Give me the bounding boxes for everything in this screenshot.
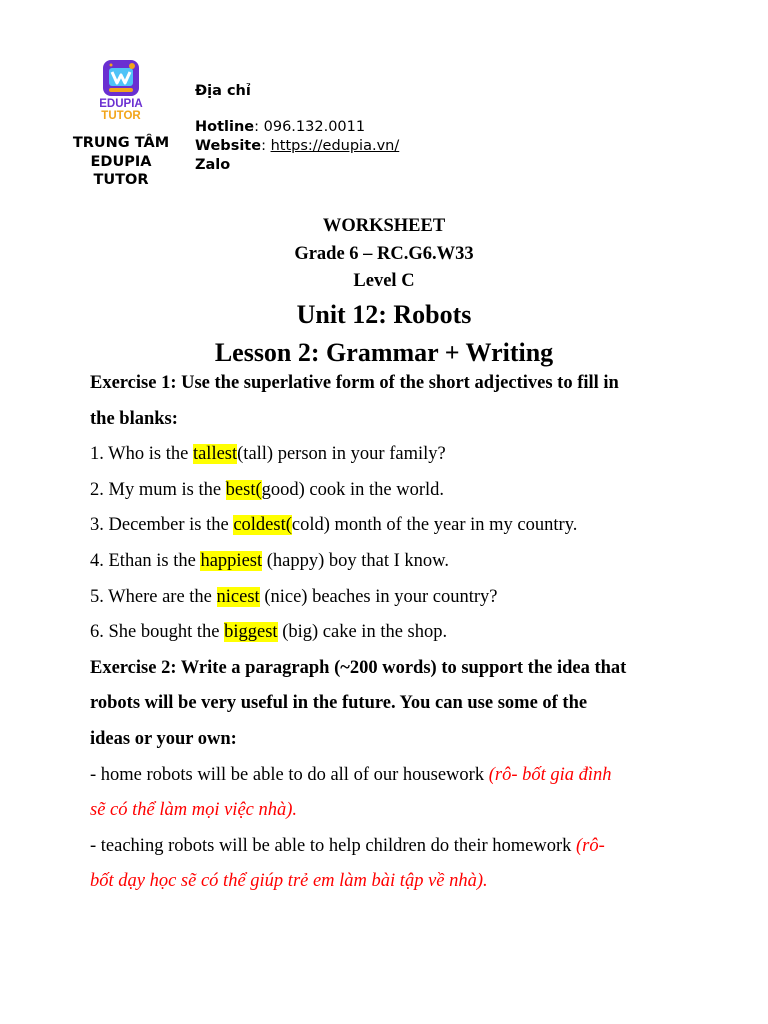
worksheet-heading: WORKSHEET: [322, 216, 446, 236]
document-header: [60, 56, 720, 196]
exercise1-item: [90, 580, 690, 616]
worksheet-titles: [0, 213, 768, 372]
idea-english: - home robots will be able to do all of our housework: [90, 764, 489, 785]
exercise1-item: [90, 508, 690, 544]
idea-translation: sẽ có thể làm mọi việc nhà).: [90, 800, 298, 821]
exercise1-instruction-line-1: Exercise 1: Use the superlative form of the short adjectives to fill in: [90, 373, 619, 393]
unit-title: Unit 12: Robots: [296, 299, 472, 329]
hotline-label: Hotline: [195, 119, 255, 135]
website-label: Website: [195, 138, 262, 154]
logo-text: [60, 98, 182, 122]
idea-translation: (rô-: [576, 835, 605, 856]
center-name: [60, 134, 182, 190]
center-name-line-3: TUTOR: [93, 172, 149, 188]
lesson-title: Lesson 2: Grammar + Writing: [214, 337, 554, 367]
item-answer: nicest: [216, 586, 260, 607]
item-answer: happiest: [200, 550, 263, 571]
item-suffix: (nice) beaches in your country?: [259, 586, 498, 607]
exercise2-instruction-line-1: Exercise 2: Write a paragraph (~200 words) to support the idea that: [90, 657, 627, 678]
edupia-logo-icon: [101, 58, 141, 98]
idea-translation-continued: [90, 864, 690, 900]
idea-translation-continued: [90, 793, 690, 829]
exercise1-instruction-line-2: the blanks:: [90, 408, 178, 429]
idea-translation: (rô- bốt gia đình: [488, 764, 612, 785]
address-label: Địa chỉ: [195, 83, 251, 99]
item-suffix: (happy) boy that I know.: [262, 550, 449, 571]
center-name-line-1: TRUNG TÂM: [72, 135, 170, 151]
website-link[interactable]: https://edupia.vn/: [270, 138, 400, 154]
grade-heading: Grade 6 – RC.G6.W33: [294, 243, 474, 264]
logo-block: [60, 56, 182, 190]
item-suffix: (big) cake in the shop.: [277, 622, 448, 643]
item-prefix: 3. December is the: [90, 515, 234, 536]
exercise1-item: [90, 473, 690, 509]
idea-translation: bốt dạy học sẽ có thể giúp trẻ em làm bài tập về nhà).: [90, 871, 488, 892]
website-row: [195, 137, 399, 156]
hotline-row: [195, 118, 399, 137]
worksheet-body: [90, 366, 690, 900]
idea-item-teaching-robots: [90, 829, 690, 865]
item-prefix: 4. Ethan is the: [90, 550, 201, 571]
logo-line-1: EDUPIA: [99, 98, 143, 110]
exercise2-instruction-line-2: robots will be very useful in the future. You can use some of the: [90, 693, 588, 714]
address-row: [195, 82, 399, 101]
item-prefix: 5. Where are the: [90, 586, 217, 607]
item-answer: best(: [225, 479, 262, 500]
website-separator: :: [261, 138, 271, 154]
center-name-line-2: EDUPIA: [90, 153, 152, 170]
contact-info: [195, 82, 399, 175]
idea-item-home-robots: [90, 758, 690, 794]
exercise2-instruction-line-3: ideas or your own:: [90, 728, 237, 749]
item-answer: biggest: [224, 622, 278, 643]
item-prefix: 6. She bought the: [90, 622, 225, 643]
exercise1-item: [90, 437, 690, 473]
idea-english: - teaching robots will be able to help children do their homework: [90, 835, 577, 856]
zalo-row: [195, 156, 399, 175]
logo-line-2: TUTOR: [101, 110, 141, 122]
level-heading: Level C: [353, 271, 415, 291]
item-prefix: 1. Who is the: [90, 444, 193, 465]
item-suffix: (tall) person in your family?: [237, 444, 446, 465]
contact-spacer: [195, 101, 399, 118]
exercise1-item: [90, 544, 690, 580]
item-answer: tallest: [192, 444, 238, 465]
zalo-label: Zalo: [195, 157, 231, 173]
item-prefix: 2. My mum is the: [90, 479, 226, 500]
item-suffix: good) cook in the world.: [261, 479, 445, 500]
exercise1-item: [90, 615, 690, 651]
hotline-value: : 096.132.0011: [254, 119, 366, 135]
item-answer: coldest(: [233, 515, 292, 536]
item-suffix: cold) month of the year in my country.: [291, 515, 578, 536]
